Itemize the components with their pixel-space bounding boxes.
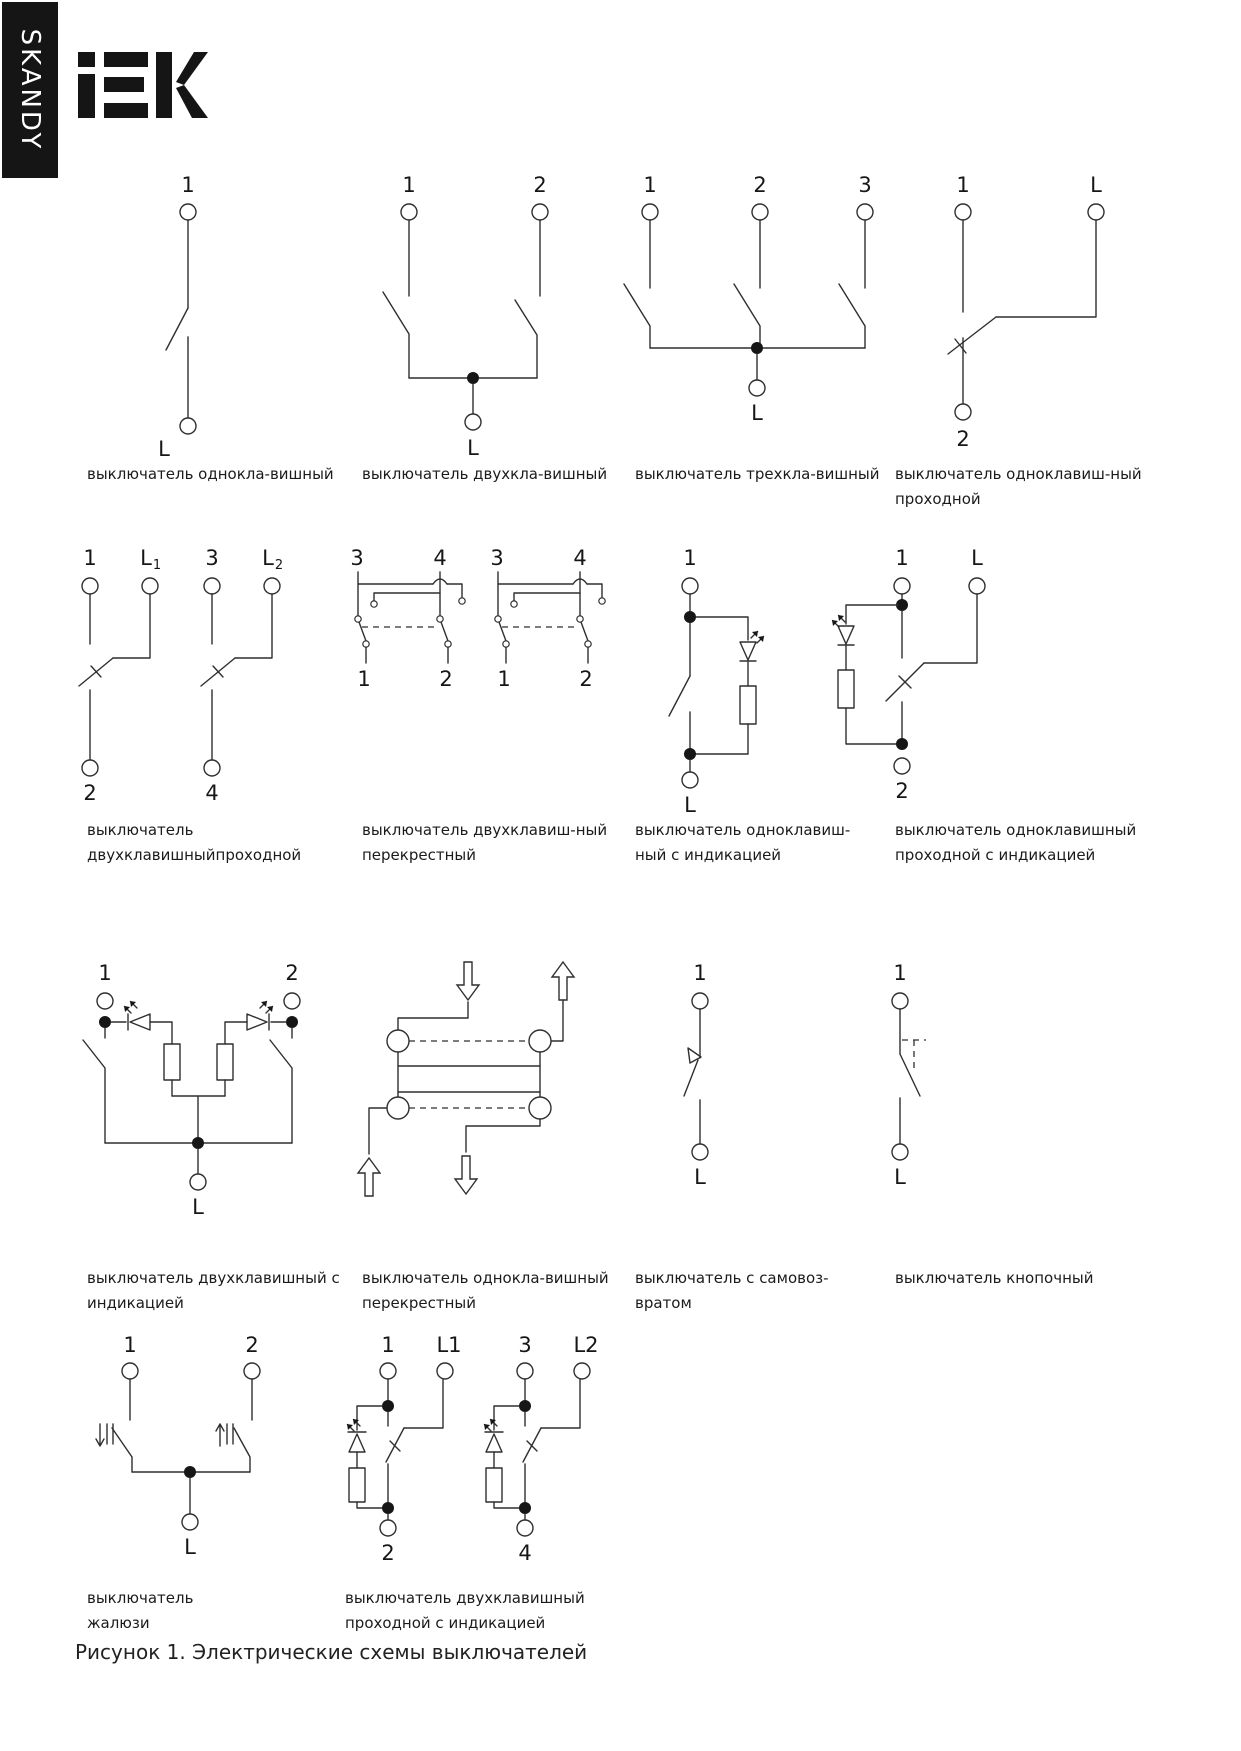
diagram-caption: выключатель [87,1589,194,1607]
terminal-label: 1 [357,667,371,691]
terminal-label: 2 [439,667,453,691]
diagram-caption: выключатель одноклавиш- [635,821,851,839]
resistor-icon [486,1468,502,1502]
terminal-label: L [694,1165,706,1189]
diagram-caption: двухклавишныйпроходной [87,846,302,864]
terminal-label: L [140,546,152,570]
diagram-push-button-switch [892,961,926,1189]
diagram-caption: выключатель двухклавиш-ный [362,821,608,839]
diagram-caption: выключатель одноклавишный [895,821,1137,839]
terminal-label: 2 [579,667,593,691]
terminal-label: 3 [518,1333,532,1357]
up-arrow-icon [358,1158,380,1196]
diagram-caption: выключатель трехкла-вишный [635,465,880,483]
led-rays-icon [484,1419,497,1431]
terminal-label: 1 [643,173,657,197]
diagram-caption: проходной с индикацией [345,1614,546,1632]
terminal-label: L1 [436,1333,462,1357]
down-arrow-icon [455,1156,477,1194]
led-icon [130,1014,150,1030]
diagram-1g-switch [158,173,196,461]
diagram-2g-switch [383,173,548,460]
led-rays-icon [124,1001,137,1013]
diagram-caption: вратом [635,1294,692,1312]
down-arrow-icon [457,962,479,1000]
led-rays-icon [751,631,764,643]
led-rays-icon [260,1001,273,1013]
terminal-label: 2 [533,173,547,197]
diagram-caption: жалюзи [87,1614,150,1632]
terminal-label: 1 [181,173,195,197]
diagram-3g-switch [624,173,873,425]
diagram-1g-2way-indicator-switch [832,546,985,803]
terminal-label: L [192,1195,204,1219]
led-rays-icon [347,1419,360,1431]
led-icon [838,626,854,644]
resistor-icon [740,686,756,724]
terminal-label: L [684,793,696,817]
terminal-label: 1 [381,1333,395,1357]
diagram-1g-cross-switch [358,962,574,1196]
terminal-label: L [184,1535,196,1559]
diagram-caption: ный с индикацией [635,846,782,864]
terminal-label: L [894,1165,906,1189]
diagram-caption: выключатель одноклавиш-ный [895,465,1142,483]
diagram-blinds-switch [96,1333,260,1559]
terminal-label: 1 [956,173,970,197]
up-arrow-icon [552,962,574,1000]
diagram-caption: выключатель с самовоз- [635,1269,829,1287]
diagram-1g-2way-switch [948,173,1104,451]
terminal-label: 1 [683,546,697,570]
terminal-label: 2 [245,1333,259,1357]
terminal-label: 1 [83,546,97,570]
terminal-label: L [262,546,274,570]
blinds-down-icon [96,1424,113,1446]
diagram-2g-2way-switch [79,546,283,805]
diagram-2g-2way-indicator-switch [347,1333,599,1565]
terminal-label: 1 [893,961,907,985]
led-icon [740,642,756,660]
terminal-label: 3 [205,546,219,570]
diagram-caption: выключатель двухклавишный [345,1589,585,1607]
terminal-label: L2 [573,1333,599,1357]
terminal-label: 1 [402,173,416,197]
terminal-label: 4 [573,546,587,570]
terminal-label: L [751,401,763,425]
terminal-label: 1 [98,961,112,985]
terminal-label: 2 [381,1541,395,1565]
banner-text: SKANDY [15,28,45,152]
terminal-label: L [971,546,983,570]
diagram-caption: проходной [895,490,981,508]
diagram-2g-indicator-switch [83,961,300,1219]
terminal-label: 1 [497,667,511,691]
terminal-label-sub: 2 [274,558,284,573]
diagram-caption: проходной с индикацией [895,846,1096,864]
led-rays-icon [832,615,845,627]
terminal-label: 1 [123,1333,137,1357]
terminal-label: 1 [895,546,909,570]
terminal-label: 4 [205,781,219,805]
diagram-caption: выключатель кнопочный [895,1269,1094,1287]
terminal-label: 3 [350,546,364,570]
diagram-1g-indicator-switch [669,546,764,817]
terminal-label: 2 [895,779,909,803]
terminal-label: 3 [490,546,504,570]
led-icon [247,1014,267,1030]
diagram-caption: выключатель однокла-вишный [362,1269,609,1287]
terminal-label: L [158,437,170,461]
terminal-label: 2 [285,961,299,985]
terminal-label: L [467,436,479,460]
diagram-2g-cross-switch [350,546,605,691]
terminal-label: 4 [433,546,447,570]
diagram-caption: перекрестный [362,846,476,864]
diagram-momentary-switch [684,961,708,1189]
blinds-up-icon [216,1424,233,1446]
spring-return-icon [688,1048,701,1063]
led-icon [349,1434,365,1452]
diagram-caption: индикацией [87,1294,184,1312]
resistor-icon [349,1468,365,1502]
terminal-label: 2 [956,427,970,451]
diagram-caption: выключатель двухклавишный с [87,1269,340,1287]
terminal-label: 1 [693,961,707,985]
terminal-label: 2 [83,781,97,805]
resistor-icon [838,670,854,708]
terminal-label: 2 [753,173,767,197]
terminal-label: 4 [518,1541,532,1565]
figure-caption: Рисунок 1. Электрические схемы выключателей [75,1640,588,1664]
terminal-label: 3 [858,173,872,197]
resistor-icon [164,1044,180,1080]
resistor-icon [217,1044,233,1080]
diagram-caption: перекрестный [362,1294,476,1312]
diagram-caption: выключатель однокла-вишный [87,465,334,483]
terminal-label: L [1090,173,1102,197]
led-icon [486,1434,502,1452]
terminal-label-sub: 1 [152,558,162,573]
diagram-caption: выключатель [87,821,194,839]
diagram-caption: выключатель двухкла-вишный [362,465,608,483]
